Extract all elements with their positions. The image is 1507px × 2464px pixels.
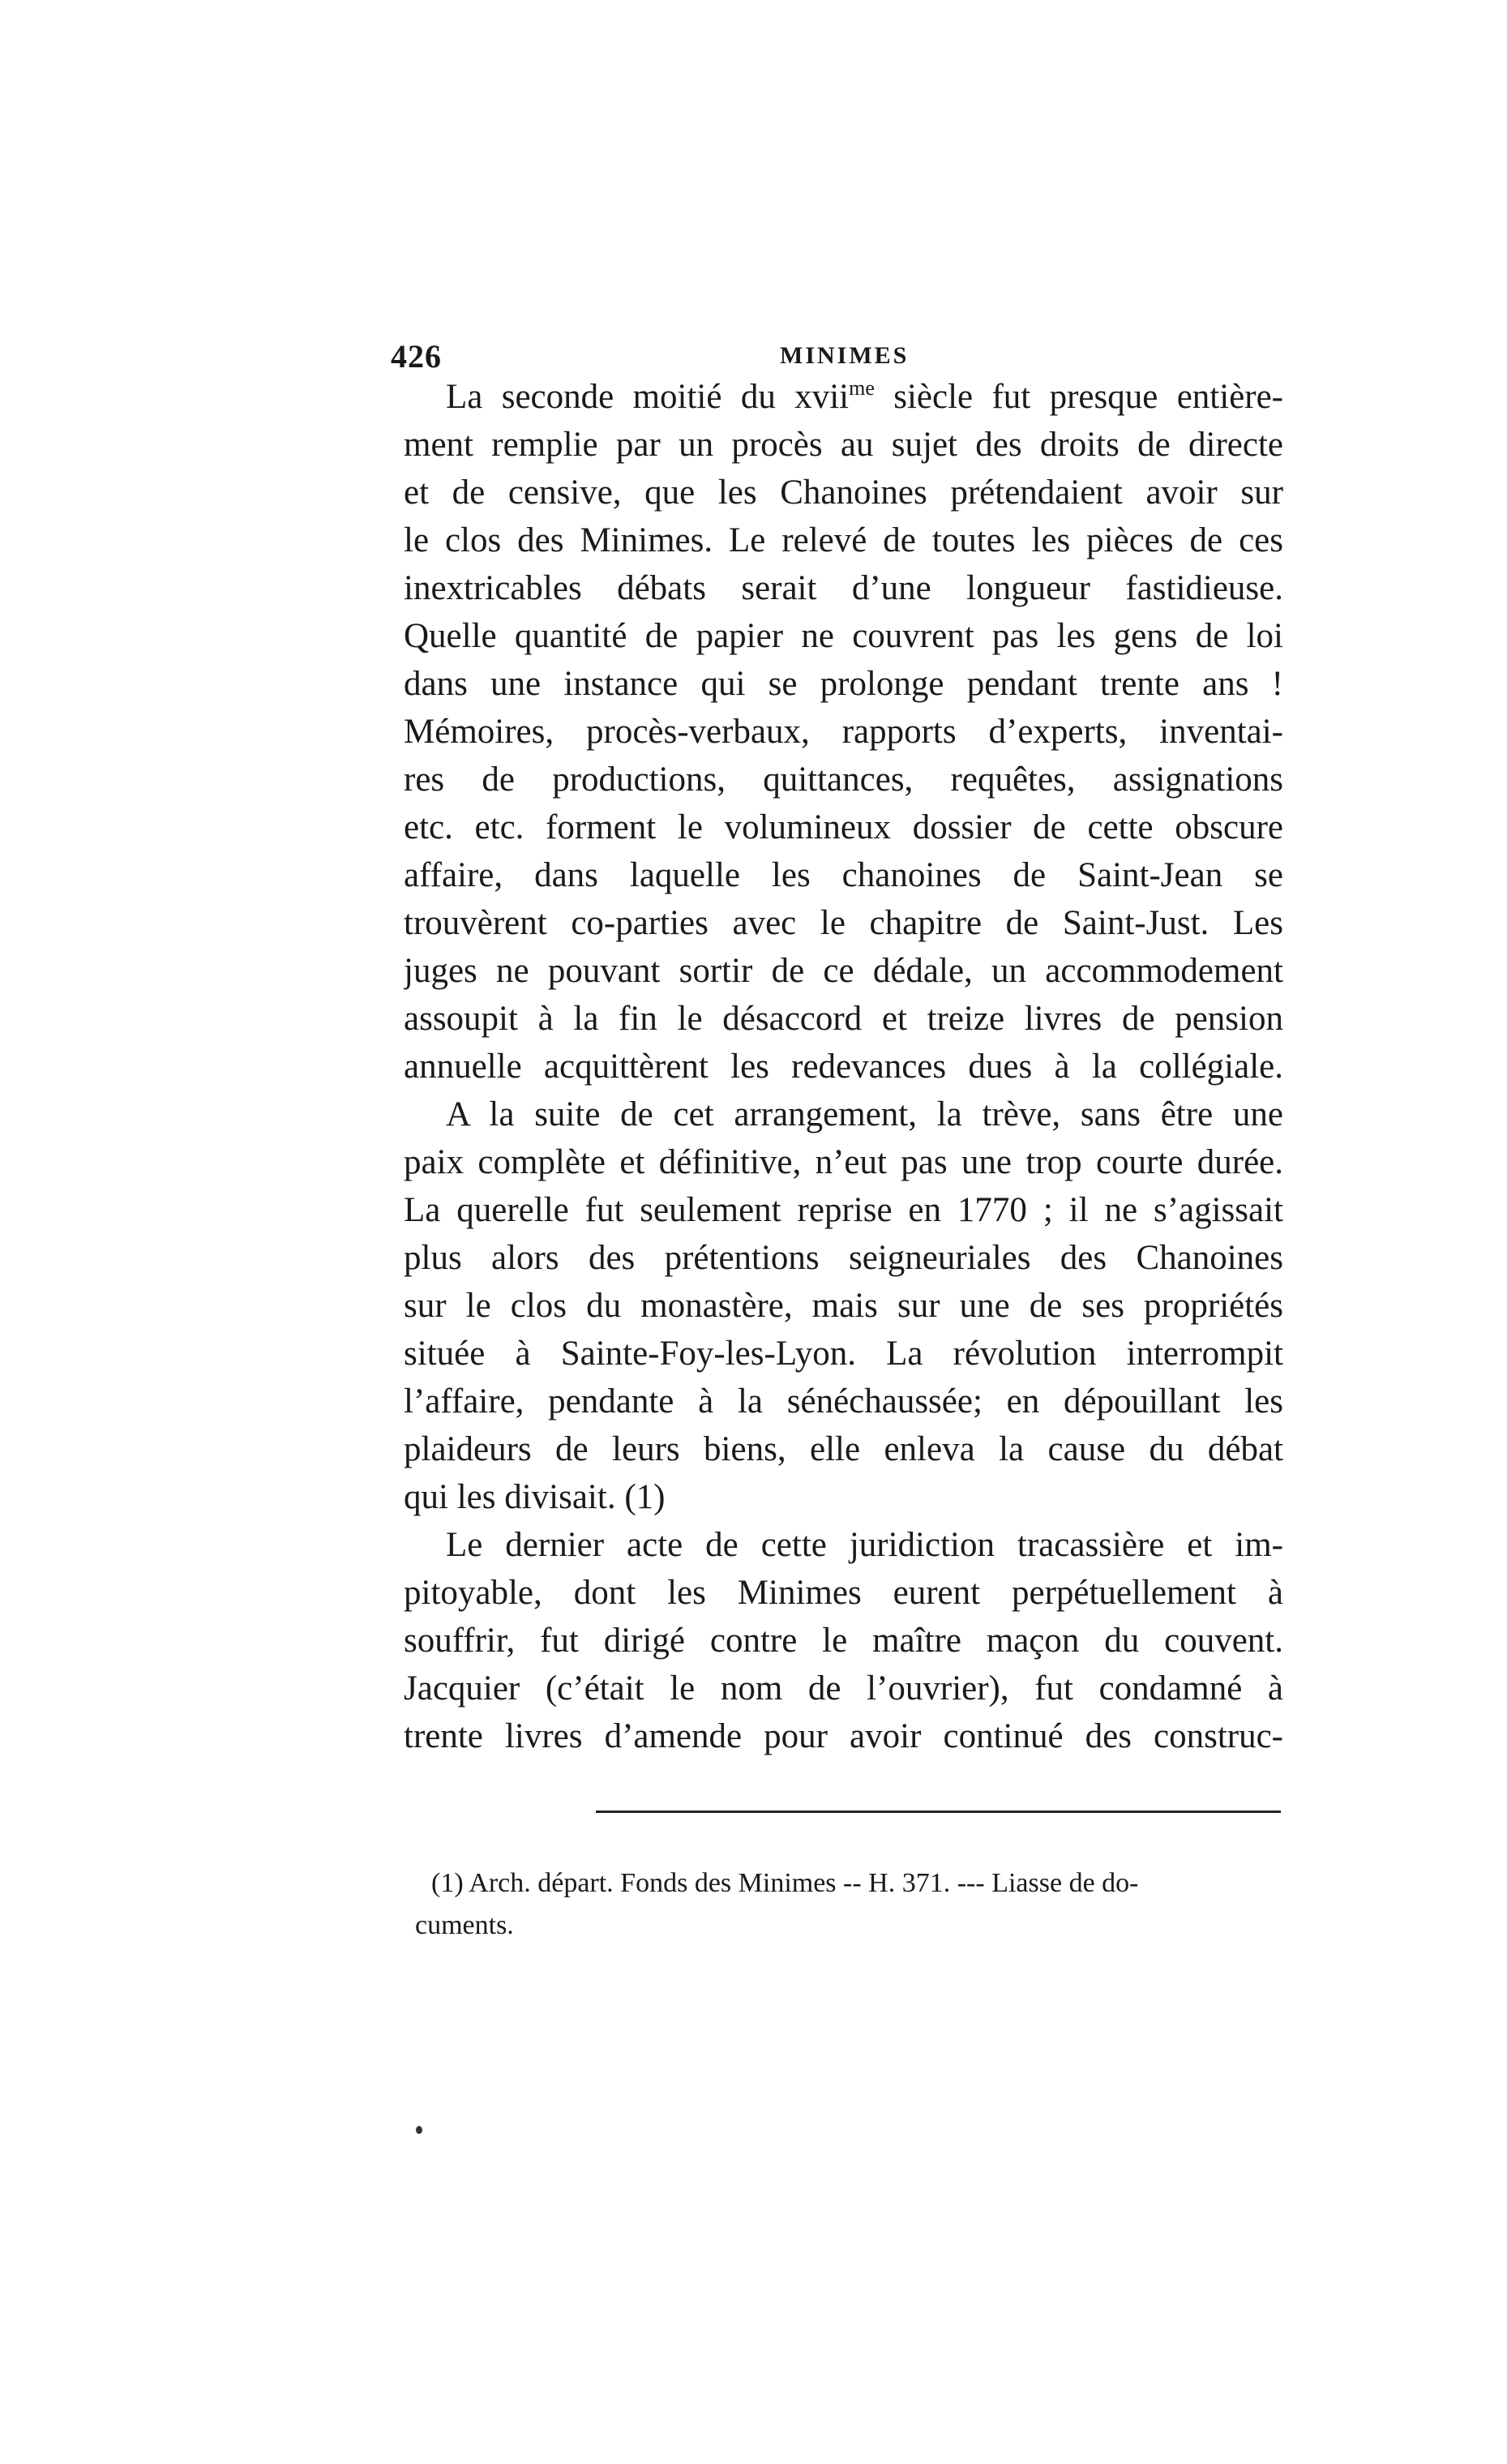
running-title: MINIMES	[780, 342, 910, 369]
text-line: trente livres d’amende pour avoir continué des construc-	[404, 1717, 1283, 1755]
text-line: etc. etc. forment le volumineux dossier de cette obscure	[404, 808, 1283, 846]
text-line: Quelle quantité de papier ne couvrent pas les gens de loi	[404, 617, 1283, 655]
text-line: annuelle acquittèrent les redevances dues à la collégiale.	[404, 1048, 1283, 1086]
text-line: inextricables débats serait d’une longueur fastidieuse.	[404, 569, 1283, 607]
text-line: affaire, dans laquelle les chanoines de Saint-Jean se	[404, 856, 1283, 894]
text-line: dans une instance qui se prolonge pendant trente ans !	[404, 665, 1283, 703]
text-line: située à Sainte-Foy-les-Lyon. La révolution interrompit	[404, 1335, 1283, 1373]
body-text	[404, 373, 1283, 1760]
page-number: 426	[391, 338, 442, 375]
text-line: le clos des Minimes. Le relevé de toutes les pièces de ces	[404, 521, 1283, 559]
ink-speck	[416, 2126, 422, 2134]
text-line: paix complète et définitive, n’eut pas une trop courte durée.	[404, 1143, 1283, 1181]
footnote-divider	[596, 1811, 1281, 1813]
text-line: plus alors des prétentions seigneuriales des Chanoines	[404, 1239, 1283, 1277]
text-line: La querelle fut seulement reprise en 1770 ; il ne s’agissait	[404, 1191, 1283, 1229]
text-line	[404, 373, 1283, 421]
superscript: me	[849, 376, 875, 400]
text-line: Le dernier acte de cette juridiction tracassière et im-	[446, 1526, 1283, 1564]
text-line: pitoyable, dont les Minimes eurent perpétuellement à	[404, 1574, 1283, 1612]
text-line: ment remplie par un procès au sujet des droits de directe	[404, 426, 1283, 464]
text-line: qui les divisait. (1)	[404, 1478, 666, 1516]
text-line-tail: siècle fut presque entière-	[874, 378, 1283, 416]
page-header	[391, 324, 1282, 373]
text-line: souffrir, fut dirigé contre le maître maçon du couvent.	[404, 1622, 1283, 1660]
text-line: trouvèrent co-parties avec le chapitre de Saint-Just. Les	[404, 904, 1283, 942]
text-line: assoupit à la fin le désaccord et treize livres de pension	[404, 1000, 1283, 1038]
text-line: juges ne pouvant sortir de ce dédale, un accommodement	[404, 952, 1283, 990]
text-line: A la suite de cet arrangement, la trève, sans être une	[446, 1095, 1283, 1133]
text-line: plaideurs de leurs biens, elle enleva la cause du débat	[404, 1430, 1283, 1468]
footnote-line: (1) Arch. départ. Fonds des Minimes -- H. 371. --- Liasse de do-	[431, 1868, 1139, 1898]
text-line: Mémoires, procès-verbaux, rapports d’experts, inventai-	[404, 713, 1283, 751]
text-line: l’affaire, pendante à la sénéchaussée; en dépouillant les	[404, 1382, 1283, 1421]
footnotes	[415, 1862, 1282, 1947]
text-line: et de censive, que les Chanoines prétendaient avoir sur	[404, 474, 1283, 512]
text-line-head: La seconde moitié du xvii	[446, 378, 850, 416]
text-line: Jacquier (c’était le nom de l’ouvrier), fut condamné à	[404, 1669, 1283, 1708]
text-line: res de productions, quittances, requêtes, assignations	[404, 761, 1283, 799]
footnote-line: cuments.	[415, 1910, 514, 1940]
text-line: sur le clos du monastère, mais sur une de ses propriétés	[404, 1287, 1283, 1325]
